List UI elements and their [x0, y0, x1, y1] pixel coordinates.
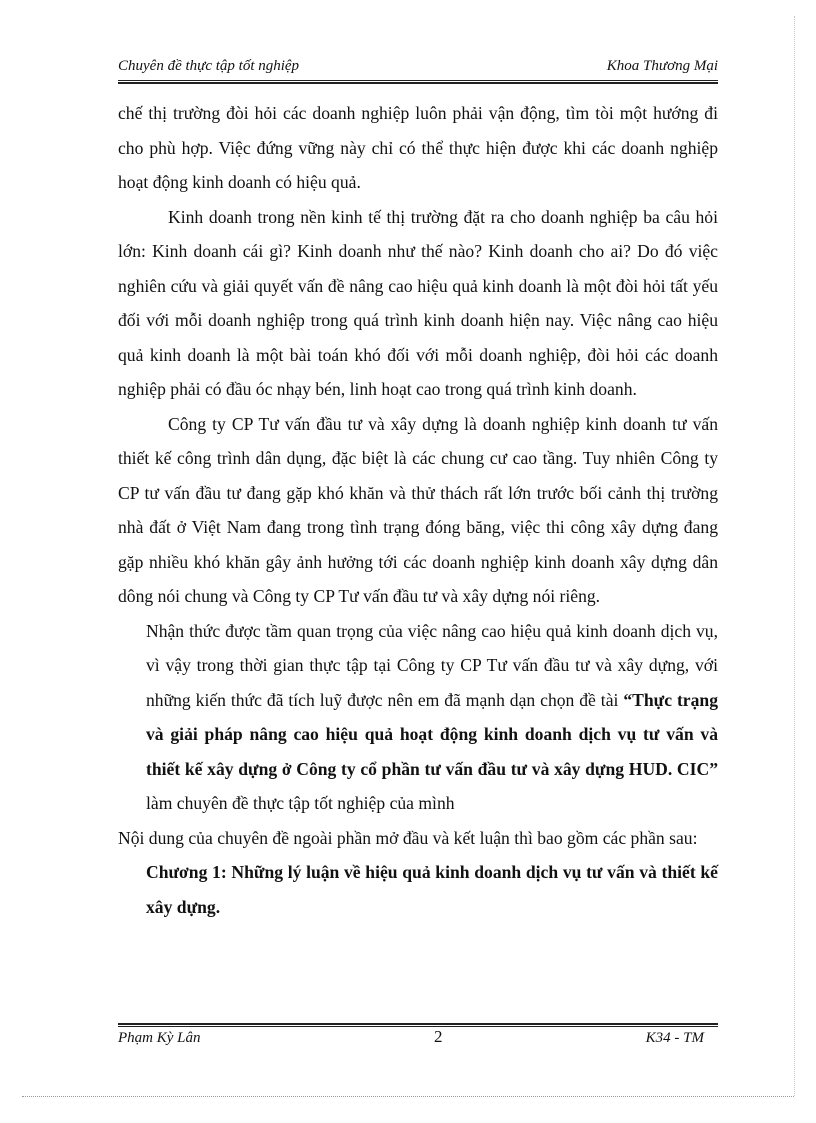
page-header — [118, 58, 718, 78]
document-body — [118, 96, 718, 924]
paragraph-4-end: làm chuyên đề thực tập tốt nghiệp của mình — [146, 793, 455, 813]
paragraph-5: Nội dung của chuyên đề ngoài phần mở đầu và kết luận thì bao gồm các phần sau: — [118, 827, 698, 848]
page-footer — [118, 1027, 718, 1052]
footer-author: Phạm Kỳ Lân — [118, 1030, 201, 1046]
header-right-text: Khoa Thương Mại — [606, 58, 718, 74]
paragraph-4-intro: Nhận thức được tầm quan trọng của việc nâng cao hiệu quả kinh doanh dịch vụ, vì vậy trong thời gian thực tập tại Công ty CP Tư vấn đầu tư và xây dựng, với những kiến thức đã tích luỹ được nên em đã mạnh dạn chọn đề tài — [146, 620, 718, 710]
header-left-text: Chuyên đề thực tập tốt nghiệp — [118, 58, 300, 74]
page-boundary-bottom — [22, 1096, 794, 1097]
paragraph-1: chế thị trường đòi hỏi các doanh nghiệp luôn phải vận động, tìm tòi một hướng đi cho phù hợp. Việc đứng vững này chỉ có thể thực hiện được khi các doanh nghiệp hoạt động kinh doanh có hiệu quả. — [118, 103, 718, 192]
chapter-1-heading: Chương 1: Những lý luận về hiệu quả kinh doanh dịch vụ tư vấn và thiết kế xây dựng. — [146, 862, 718, 917]
footer-divider — [118, 1023, 718, 1027]
footer-class: K34 - TM — [645, 1030, 704, 1046]
paragraph-4 — [118, 614, 718, 821]
paragraph-2: Kinh doanh trong nền kinh tế thị trường đặt ra cho doanh nghiệp ba câu hỏi lớn: Kinh doanh cái gì? Kinh doanh như thế nào? Kinh doanh cho ai? Do đó việc nghiên cứu và giải quyết vấn đề nâng cao hiệu quả kinh doanh là một đòi hỏi tất yếu đối với mỗi doanh nghiệp trong quá trình kinh doanh hiện nay. Việc nâng cao hiệu quả kinh doanh là một bài toán khó đối với mỗi doanh nghiệp, đòi hỏi các doanh nghiệp phải có đầu óc nhạy bén, linh hoạt cao trong quá trình kinh doanh. — [118, 206, 718, 399]
thesis-title: “Thực trạng và giải pháp nâng cao hiệu quả hoạt động kinh doanh dịch vụ tư vấn và thiết kế xây dựng ở Công ty cổ phần tư vấn đầu tư và xây dựng HUD. CIC” — [146, 689, 718, 779]
paragraph-3: Công ty CP Tư vấn đầu tư và xây dựng là doanh nghiệp kinh doanh tư vấn thiết kế công trình dân dụng, đặc biệt là các chung cư cao tầng. Tuy nhiên Công ty CP tư vấn đầu tư đang gặp khó khăn và thử thách rất lớn trước bối cảnh thị trường nhà đất ở Việt Nam đang trong tình trạng đóng băng, việc thi công xây dựng đang gặp nhiều khó khăn gây ảnh hưởng tới các doanh nghiệp kinh doanh xây dựng dân dông nói chung và Công ty CP Tư vấn đầu tư và xây dựng nói riêng. — [118, 413, 718, 606]
page-number: 2 — [434, 1027, 443, 1046]
page-boundary-right — [794, 16, 795, 1096]
header-divider — [118, 80, 718, 84]
